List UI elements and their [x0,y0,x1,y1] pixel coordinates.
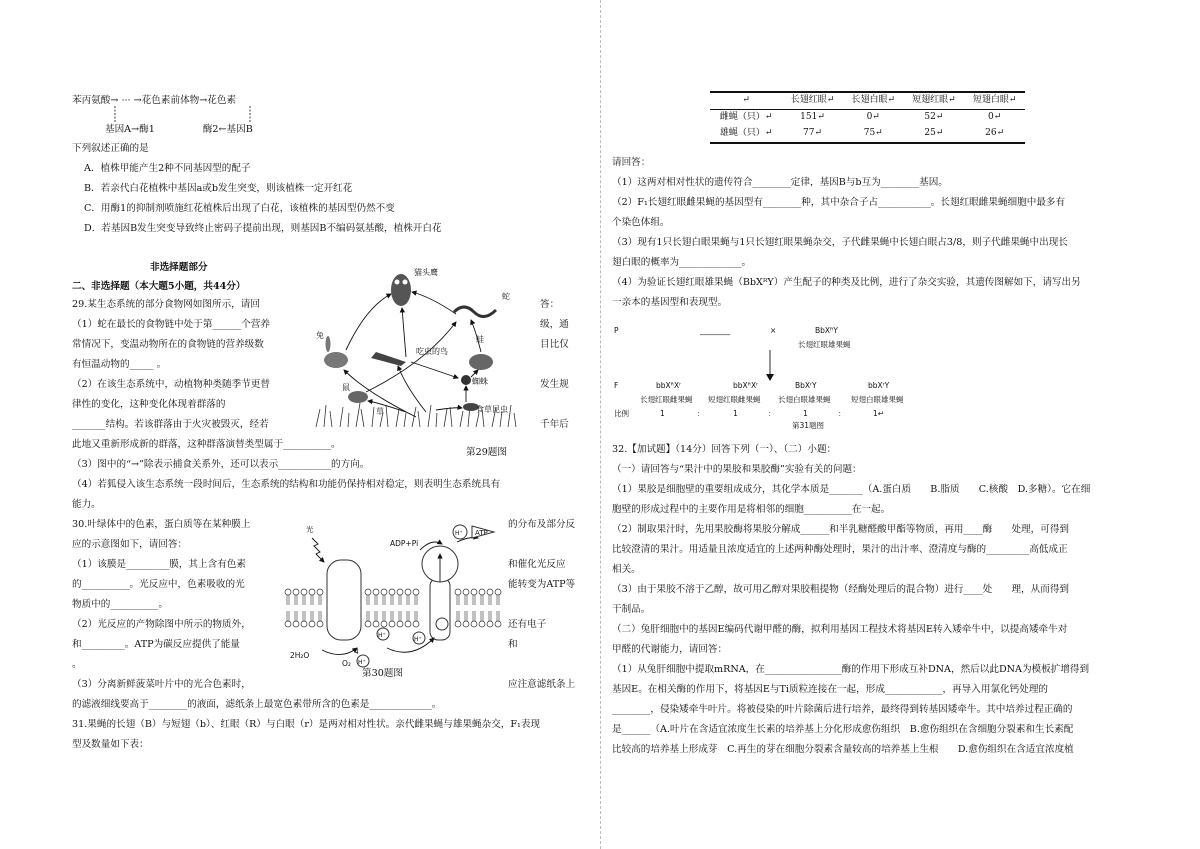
fig30-label-atp: ATP [475,529,488,537]
cross-ratio-colon: ： [838,409,846,418]
q32-line: 32.【加试题】（14分）回答下列（一）、（二）小题： [612,444,837,455]
fig30-label-h2o: 2H₂O [290,651,310,660]
table-row [710,126,1025,143]
q29-right-part: 答： [540,299,560,310]
cross-offspring-phenotype: 长翅红眼雌果蝇 [640,395,693,404]
q29-line: （1）蛇在最长的食物链中处于第______个营养 [72,319,270,330]
q31-line: 一亲本的基因型和表现型。 [612,297,728,308]
q30-line: （2）光反应的产物除图中所示的物质外， [72,619,251,630]
fig30-label-light: 光 [306,525,314,534]
q30-line: 。 [72,659,82,670]
q30-line: 物质中的__________。 [72,599,168,610]
q30-line: （3）分离新鲜菠菜叶片中的光合色素时， [72,679,251,690]
q30-right-part: 还有电子 [508,619,547,630]
q32-line: （一）请回答与“果汁中的果胶和果胶酶”实验有关的问题： [612,464,862,475]
cross-offspring-phenotype: 短翅白眼雄果蝇 [851,395,904,404]
q32-line: ________，侵染矮牵牛叶片。将被侵染的叶片除菌后进行培养，最终得到转基因矮牵牛。其中培养过程正确的 [612,704,1073,715]
table-cell: 雄蝇（只）↵ [710,126,782,143]
fig29-label-rabbit: 兔 [316,331,324,340]
q29-line: 常情况下，变温动物所在的食物链的营养级数 [72,339,264,350]
q30-membrane-figure [282,520,502,670]
fig29-label-bird: 吃虫的鸟 [416,347,448,356]
cross-offspring-genotype: bbXᴿXʳ [733,381,759,390]
q30-right-part: 和 [508,639,518,650]
table-cell: 52↵ [924,111,944,122]
q29-line: 此地又重新形成新的群落，这种群落演替类型属于__________。 [72,439,341,450]
section-title: 非选择题部分 [150,262,208,273]
table-header-row [710,92,1025,109]
fig29-label-owl: 猫头鹰 [414,268,438,277]
q30-line: 和_________。ATP为碳反应提供了能量 [72,639,240,650]
q31-results-table [710,91,1025,144]
table-cell: 0↵ [987,111,1002,122]
q30-right-part: 的分布及部分反 [508,519,576,530]
fig30-label-h-top: H⁺ [455,530,463,537]
table-header-cell: 长翅白眼↵ [843,92,904,109]
table-header-cell: 长翅红眼↵ [782,92,843,109]
q29-right-part: 级，通 [540,319,569,330]
table-header-cell: 短翅白眼↵ [964,92,1025,109]
q30-line: （1）该膜是_________膜，其上含有色素 [72,559,246,570]
cross-offspring-genotype: BbXʳY [795,381,817,390]
q32-line: （二）兔肝细胞中的基因E编码代谢甲醛的酶，拟利用基因工程技术将基因E转入矮牵牛中，以提高矮牵牛对 [612,624,1068,635]
q30-line: 30.叶绿体中的色素，蛋白质等在某种膜上 [72,519,251,530]
q30-line: 的滤液细线要高于________的液面，滤纸条上最宽色素带所含的色素是_____________。 [72,699,442,710]
table-cell: 75↵ [843,126,904,143]
q28-pathway-arrows [70,104,300,126]
q28-pathway-line1: 苯丙氨酸→ ··· →花色素前体物→花色素 [72,95,237,106]
q30-line: 应的示意图如下，请回答： [72,539,188,550]
q29-line: （4）若狐侵入该生态系统一段时间后，生态系统的结构和功能仍保持相对稳定，则表明生态系统具有 [72,479,501,490]
q29-food-web-figure [306,262,534,437]
cross-ratio-colon: ： [697,409,705,418]
table-header-cell: 短翅红眼↵ [904,92,965,109]
cross-p-label: P [614,326,619,335]
q29-line: _______结构。若该群落由于火灾被毁灭，经若 [72,419,269,430]
cross-male-phenotype: 长翅红眼雄果蝇 [798,340,851,349]
q28-stem: 下列叙述正确的是 [72,143,149,154]
cross-blank-parent: ________ [700,326,730,335]
q29-right-part: 目比仅 [540,339,569,350]
column-divider [600,0,601,849]
fig30-label-o2: O₂ [342,659,351,668]
q32-line: 胞壁的形成过程中的主要作用是将相邻的细胞__________在一起。 [612,504,891,515]
section-heading: 二、非选择题（本大题5小题，共44分） [72,281,246,292]
fig30-label-adp: ADP+Pi [390,539,419,548]
q31-intro-line1: 31.果蝇的长翅（B）与短翅（b）、红眼（R）与白眼（r）是两对相对性状。亲代雌果蝇与雄果蝇杂交，F₁表现 [72,719,541,730]
q31-line: （4）为验证长翅红眼雄果蝇（BbXᴿY）产生配子的种类及比例，进行了杂交实验，其遗传图解如下，请写出另 [612,277,1081,288]
cross-caption: 第31题图 [792,421,825,430]
q32-line: 甲醛的代谢能力，请回答： [612,644,728,655]
q29-line: 能力。 [72,499,101,510]
cross-ratio-colon: ： [768,409,776,418]
cross-ratio-value: 1 [660,409,665,418]
fig30-label-h-bottom: H⁺ [358,659,366,666]
fig29-label-snake: 蛇 [502,292,510,301]
q31-line: （2）F₁长翅红眼雌果蝇的基因型有________种，其中杂合子占___________。长翅红眼雌果蝇细胞中最多有 [612,197,1066,208]
q32-line: （2）制取果汁时，先用果胶酶将果胶分解成______和半乳糖醛酸甲酯等物质，再用____酶 处理，可得到 [612,524,1070,535]
q29-line: （3）图中的“→”除表示捕食关系外，还可以表示___________的方向。 [72,459,370,470]
q30-figure-caption: 第30题图 [362,668,403,679]
cross-male-genotype: BbXᴿY [815,326,838,335]
q30-line: 的__________。光反应中，色素吸收的光 [72,579,245,590]
q32-line: 基因E。在相关酶的作用下，将基因E与Ti质粒连接在一起，形成____________，再导入用氯化钙处理的 [612,684,1049,695]
q31-line: 请回答： [612,157,651,168]
q29-figure-caption: 第29题图 [466,447,507,458]
fig30-label-h-mid: H⁺ [378,632,386,639]
q29-line: 律性的变化，这种变化体现着群落的 [72,399,226,410]
q28-option-d: D．若基因B发生突变导致终止密码子提前出现，则基因B不编码氨基酸，植株开白花 [84,223,442,234]
fig29-label-spider: 蜘蛛 [472,377,488,386]
q32-line: （1）果胶是细胞壁的重要组成成分，其化学本质是_______（A.蛋白质 B.脂质 C.核酸 D.多糖）。它在细 [612,484,1091,495]
q29-right-part: 千年后 [540,419,569,430]
q28-pathway-line2: 基因A→酶1 酶2←基因B [105,124,253,135]
q31-line: （1）这两对相对性状的遗传符合________定律，基因B与b互为________基因。 [612,177,948,188]
cross-ratio-value: 1 [733,409,738,418]
table-cell: 雌蝇（只）↵ [719,111,773,122]
q28-option-c: C．用酶1的抑制剂喷施红花植株后出现了白花，该植株的基因型仍然不变 [84,203,395,214]
q28-option-a: A．植株甲能产生2种不同基因型的配子 [84,163,251,174]
cross-ratio-label: 比例 [614,409,629,418]
q30-right-part: 应注意滤纸条上 [508,679,576,690]
q30-right-part: 和催化光反应 [508,559,566,570]
q32-line: （1）从兔肝细胞中提取mRNA，在________________酶的作用下形成互补DNA，然后以此DNA为模板扩增得到 [612,664,1090,675]
q31-line: （3）现有1只长翅白眼果蝇与1只长翅红眼果蝇杂交，子代雌果蝇中长翅白眼占3/8，则子代雌果蝇中出现长 [612,237,1068,248]
cross-offspring-genotype: bbXᴿXʳ [656,381,682,390]
q29-line: （2）在该生态系统中，动植物种类随季节更替 [72,379,270,390]
fig29-label-mouse: 鼠 [342,383,350,392]
q28-option-b: B．若亲代白花植株中基因a或b发生突变，则该植株一定开红花 [84,183,353,194]
fig29-label-insect: 食草昆虫 [476,405,508,414]
q32-line: 比较高的培养基上形成芽 C.再生的芽在细胞分裂素含量较高的培养基上生根 D.愈伤组织在含适宜浓度植 [612,744,1074,755]
table-cell: 77↵ [782,126,843,143]
q32-line: 是______（A.叶片在含适宜浓度生长素的培养基上分化形成愈伤组织 B.愈伤组织在含细胞分裂素和生长素配 [612,724,1074,735]
cross-f1-label: F [614,381,619,390]
table-cell: 25↵ [904,126,965,143]
fig29-label-grass: 草 [376,407,384,416]
q29-right-part: 发生规 [540,379,569,390]
fig29-label-frog: 蛙 [476,335,484,344]
fig30-label-h-right: H⁺ [414,636,422,643]
table-cell: 0↵ [866,111,880,122]
cross-ratio-value: 1↵ [873,409,885,418]
table-cell: 26↵ [964,126,1025,143]
q31-intro-line2: 型及数量如下表： [72,739,149,750]
cross-offspring-genotype: bbXʳY [868,381,890,390]
cross-ratio-value: 1 [803,409,808,418]
cross-offspring-phenotype: 长翅白眼雄果蝇 [778,395,831,404]
fig30-label-four: 4 [354,647,359,656]
cross-arrow [765,350,775,382]
cross-offspring-phenotype: 短翅红眼雌果蝇 [708,395,761,404]
cross-times: × [770,326,777,335]
table-cell: 151↵ [800,111,825,122]
q30-right-part: 能转变为ATP等 [508,579,576,590]
table-row [710,109,1025,126]
table-header-cell: ↵ [710,92,782,109]
q32-line: （3）由于果胶不溶于乙醇，故可用乙醇对果胶粗提物（经酶处理后的混合物）进行____处 理，从而得到 [612,584,1070,595]
q32-line: 比较澄清的果汁。用适量且浓度适宜的上述两种酶处理时，果汁的出汁率、澄清度与酶的_________高低成正 [612,544,1068,555]
q32-line: 相关。 [612,564,641,575]
q29-line: 有恒温动物的_____ 。 [72,359,167,370]
q31-line: 翅白眼的概率为_____________。 [612,257,752,268]
q32-line: 干制品。 [612,604,651,615]
q29-line: 29.某生态系统的部分食物网如图所示，请回 [72,299,260,310]
q31-line: 个染色体组。 [612,217,670,228]
